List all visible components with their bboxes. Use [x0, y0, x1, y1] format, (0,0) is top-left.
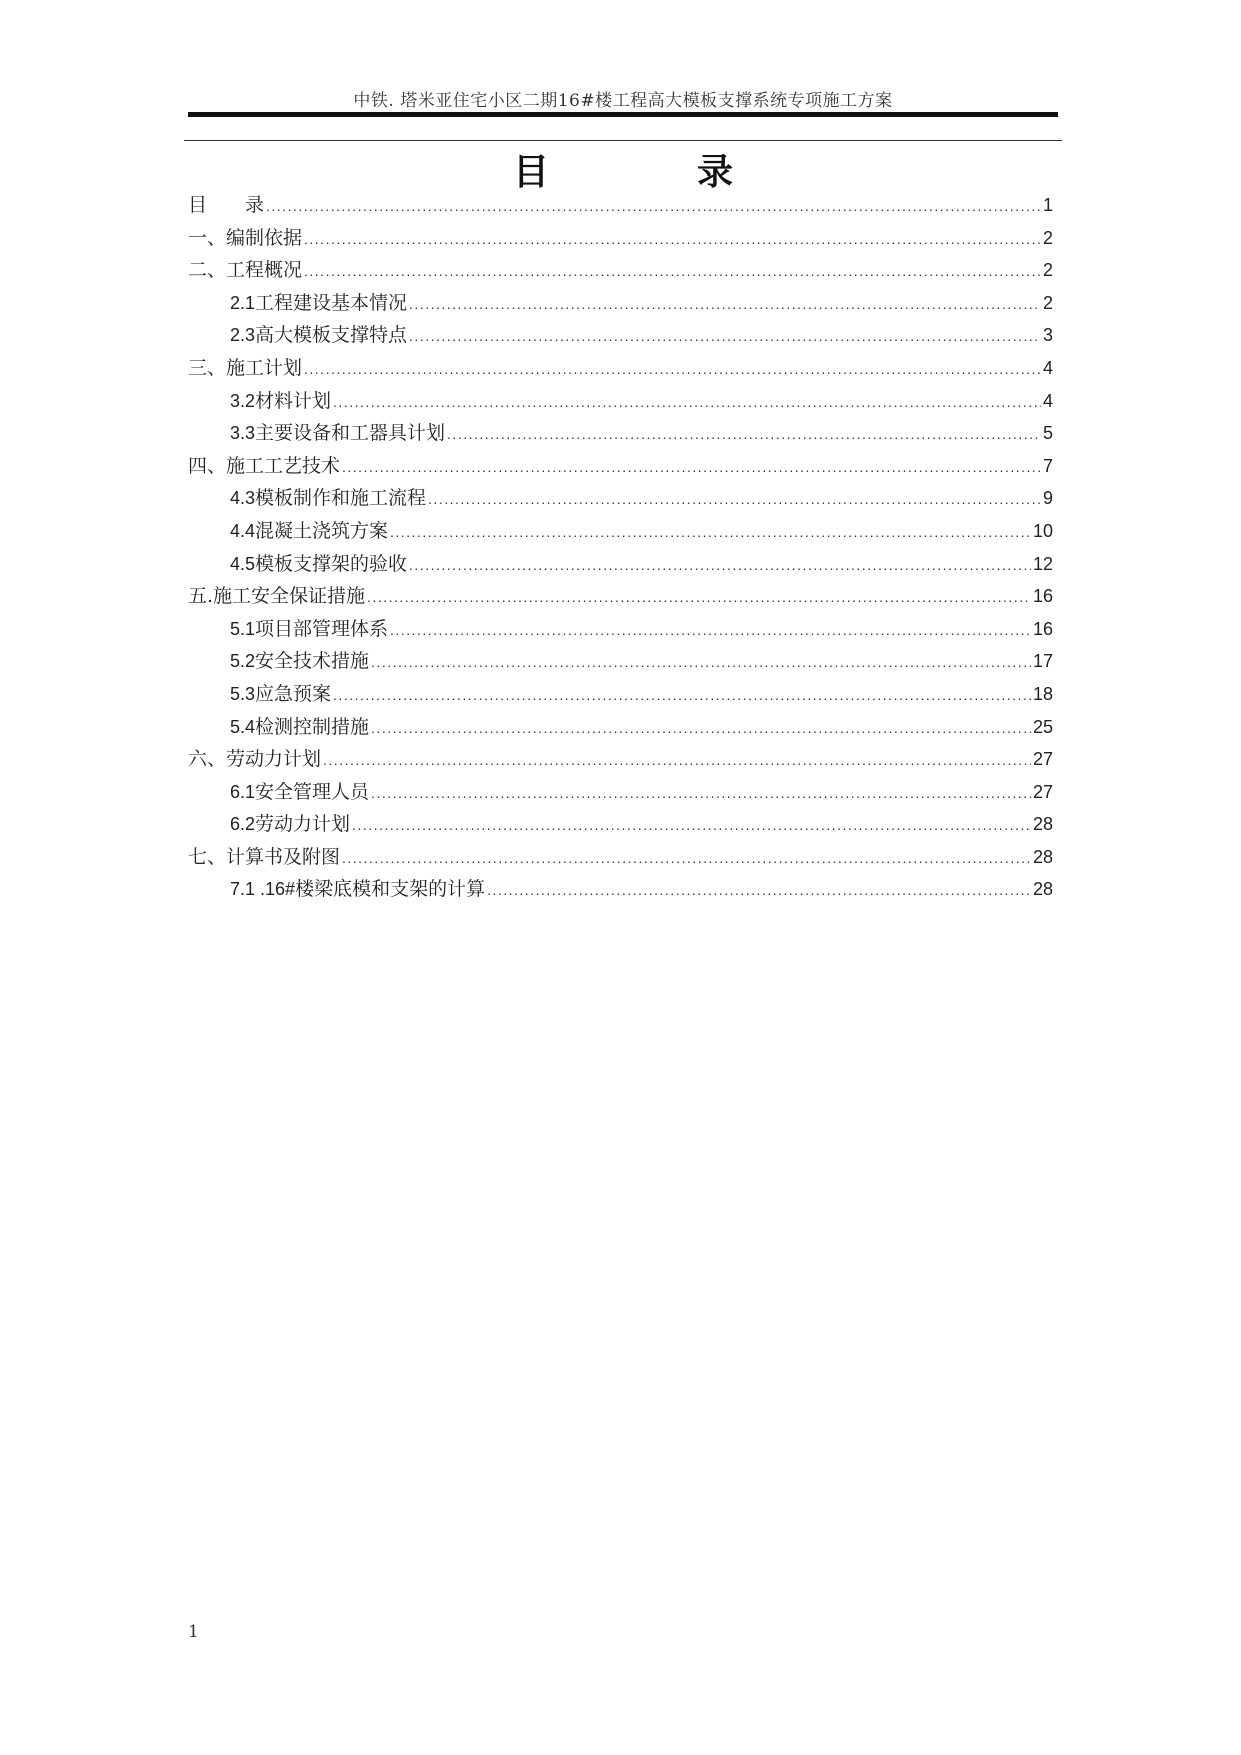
toc-entry-title: 三、施工计划: [188, 356, 303, 379]
toc-leader-dots: [371, 655, 1031, 669]
toc-entry-title: 安全管理人员: [255, 780, 370, 803]
toc-leader-dots: [409, 558, 1031, 572]
toc-entry-page: 2: [1042, 292, 1053, 313]
toc-entry-number: 2.3: [230, 325, 256, 346]
toc-leader-dots: [304, 264, 1041, 278]
toc-entry-title: 目 录: [188, 194, 265, 216]
toc-entry-page: 9: [1042, 488, 1053, 509]
toc-leader-dots: [304, 232, 1041, 246]
toc-entry-title: 二、工程概况: [188, 259, 303, 282]
running-header: 中铁. 塔米亚住宅小区二期16#楼工程高大模板支撑系统专项施工方案: [353, 91, 893, 111]
toc-entry-number: 5.2: [230, 651, 256, 672]
toc-entry-number: 6.2: [230, 814, 256, 835]
toc-entry-title: 楼梁底模和支架的计算: [295, 878, 486, 901]
toc-entry-title: 六、劳动力计划: [188, 748, 322, 771]
toc-entry[interactable]: [188, 320, 1053, 353]
toc-entry-title: 检测控制措施: [255, 715, 370, 738]
toc-entry-page: 2: [1042, 260, 1053, 281]
toc-entry-title: 七、计算书及附图: [188, 845, 341, 868]
toc-entry-title: 混凝土浇筑方案: [255, 519, 389, 542]
toc-entry-title: 项目部管理体系: [255, 617, 389, 640]
toc-entry-label: [188, 223, 302, 250]
toc-entry-label: [230, 386, 331, 413]
toc-entry-label: [188, 353, 302, 380]
toc-entry-label: [188, 581, 365, 608]
toc-entry-number: 5.1: [230, 618, 256, 639]
toc-entry[interactable]: [188, 679, 1053, 712]
toc-entry-page: 12: [1032, 553, 1053, 574]
toc-entry[interactable]: [188, 483, 1053, 516]
toc-entry[interactable]: [188, 418, 1053, 451]
toc-entry-number: 5.3: [230, 683, 256, 704]
toc-entry-label: [230, 809, 350, 836]
toc-leader-dots: [342, 851, 1031, 865]
toc-entry-page: 18: [1032, 683, 1053, 704]
toc-entry[interactable]: [188, 386, 1053, 419]
toc-entry-label: [188, 190, 264, 217]
toc-leader-dots: [266, 199, 1041, 213]
toc-entry-title: 劳动力计划: [255, 813, 351, 836]
toc-entry-page: 25: [1032, 716, 1053, 737]
toc-leader-dots: [409, 329, 1041, 343]
toc-entry-label: [230, 418, 445, 445]
toc-entry[interactable]: [188, 353, 1053, 386]
toc-entry-number: 3.3: [230, 423, 256, 444]
toc-entry-page: 27: [1032, 749, 1053, 770]
toc-leader-dots: [371, 721, 1031, 735]
toc-entry[interactable]: [188, 842, 1053, 875]
toc-entry-title: 模板制作和施工流程: [255, 487, 427, 510]
toc-entry[interactable]: [188, 549, 1053, 582]
toc-entry-page: 28: [1032, 814, 1053, 835]
toc-entry-page: 28: [1032, 846, 1053, 867]
toc-leader-dots: [390, 623, 1031, 637]
toc-entry-label: [230, 614, 388, 641]
toc-entry[interactable]: [188, 255, 1053, 288]
toc-entry-label: [188, 255, 302, 282]
toc-entry-label: [230, 288, 407, 315]
toc-leader-dots: [323, 753, 1031, 767]
toc-entry-label: [230, 874, 485, 901]
toc-entry[interactable]: [188, 451, 1053, 484]
toc-entry[interactable]: [188, 809, 1053, 842]
toc-leader-dots: [409, 297, 1041, 311]
toc-entry[interactable]: [188, 223, 1053, 256]
toc-entry-page: 28: [1032, 879, 1053, 900]
toc-entry[interactable]: [188, 190, 1053, 223]
toc-entry-title: 安全技术措施: [255, 650, 370, 673]
toc-leader-dots: [333, 688, 1031, 702]
toc-entry-label: [188, 744, 321, 771]
toc-leader-dots: [352, 818, 1031, 832]
toc-leader-dots: [371, 786, 1031, 800]
toc-entry-number: 6.1: [230, 781, 256, 802]
toc-leader-dots: [428, 492, 1041, 506]
toc-entry-number: 4.3: [230, 488, 256, 509]
toc-entry-title: 高大模板支撑特点: [255, 324, 408, 347]
toc-entry[interactable]: [188, 744, 1053, 777]
toc-entry-title: 模板支撑架的验收: [255, 552, 408, 575]
toc-entry-page: 16: [1032, 586, 1053, 607]
toc-entry-number: 5.4: [230, 716, 256, 737]
toc-entry-number: 2.1: [230, 292, 256, 313]
toc-entry-label: [230, 712, 369, 739]
toc-entry-label: [230, 646, 369, 673]
header-rule-thick: [188, 112, 1058, 117]
toc-entry-label: [188, 842, 340, 869]
toc-entry-label: [230, 679, 331, 706]
toc-entry[interactable]: [188, 581, 1053, 614]
toc-entry-title: 材料计划: [255, 389, 332, 412]
toc-entry-page: 7: [1042, 455, 1053, 476]
header-rule-thin: [184, 140, 1062, 141]
toc-entry[interactable]: [188, 516, 1053, 549]
toc-entry-page: 3: [1042, 325, 1053, 346]
toc-entry-page: 17: [1032, 651, 1053, 672]
toc-leader-dots: [333, 395, 1041, 409]
toc-leader-dots: [487, 883, 1031, 897]
toc-entry-title: 应急预案: [255, 682, 332, 705]
toc-entry-title: 四、施工工艺技术: [188, 454, 341, 477]
toc-entry-page: 4: [1042, 390, 1053, 411]
page-number: 1: [188, 1622, 199, 1642]
table-of-contents: [188, 190, 1053, 907]
toc-entry-label: [230, 320, 407, 347]
toc-entry-number: 4.4: [230, 520, 256, 541]
toc-entry[interactable]: [188, 614, 1053, 647]
toc-entry-page: 4: [1042, 357, 1053, 378]
toc-entry[interactable]: [188, 712, 1053, 745]
toc-entry-number: 3.2: [230, 390, 256, 411]
toc-entry[interactable]: [188, 874, 1053, 907]
toc-entry-page: 2: [1042, 227, 1053, 248]
toc-entry-page: 27: [1032, 781, 1053, 802]
toc-entry-number: 4.5: [230, 553, 256, 574]
toc-title: 目 录: [512, 152, 789, 193]
toc-leader-dots: [447, 427, 1041, 441]
toc-entry-title: 主要设备和工器具计划: [255, 422, 446, 445]
toc-entry-title: 工程建设基本情况: [255, 291, 408, 314]
toc-entry-label: [188, 451, 340, 478]
toc-leader-dots: [367, 590, 1031, 604]
toc-entry-page: 5: [1042, 423, 1053, 444]
toc-leader-dots: [390, 525, 1031, 539]
toc-entry-label: [230, 549, 407, 576]
toc-entry-label: [230, 516, 388, 543]
toc-entry-label: [230, 483, 426, 510]
toc-entry-title: 五.施工安全保证措施: [188, 585, 366, 608]
toc-entry-page: 1: [1042, 195, 1053, 215]
toc-entry-label: [230, 777, 369, 804]
toc-entry-page: 10: [1032, 520, 1053, 541]
toc-entry[interactable]: [188, 288, 1053, 321]
toc-leader-dots: [342, 460, 1041, 474]
toc-entry-page: 16: [1032, 618, 1053, 639]
toc-entry-title: 一、编制依据: [188, 226, 303, 249]
toc-leader-dots: [304, 362, 1041, 376]
toc-entry[interactable]: [188, 646, 1053, 679]
toc-entry[interactable]: [188, 777, 1053, 810]
toc-entry-number: 7.1 .16#: [230, 879, 296, 900]
